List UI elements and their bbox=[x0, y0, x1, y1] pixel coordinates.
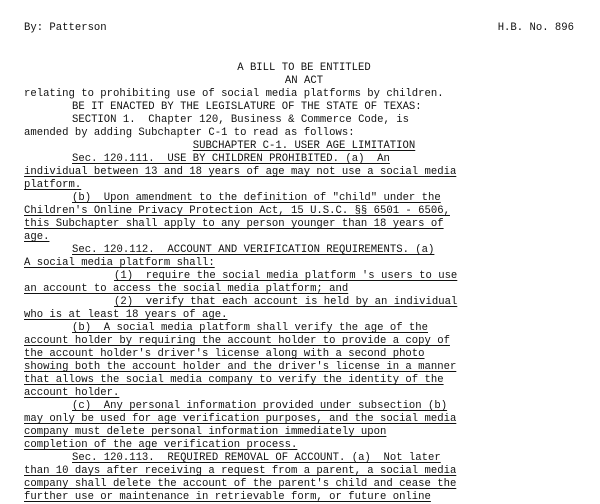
bill-text-line bbox=[24, 413, 584, 426]
bill-text-line bbox=[24, 322, 584, 335]
bill-text-line bbox=[24, 127, 584, 140]
bill-text-line bbox=[24, 244, 584, 257]
bill-text-line bbox=[24, 426, 584, 439]
bill-text-line-content: individual between 13 and 18 years of age may not use a social media bbox=[24, 166, 457, 178]
bill-author: By: Patterson bbox=[24, 22, 107, 34]
bill-text-line-content: SUBCHAPTER C-1. USER AGE LIMITATION bbox=[192, 140, 416, 152]
bill-text-line-content: A BILL TO BE ENTITLED bbox=[237, 62, 371, 74]
bill-text-line bbox=[24, 348, 584, 361]
bill-text-line bbox=[24, 452, 584, 465]
bill-text-line-content: Sec. 120.111. USE BY CHILDREN PROHIBITED. (a) An bbox=[72, 153, 390, 165]
bill-text-line-content: showing both the account holder and the driver's license in a manner bbox=[24, 361, 457, 373]
bill-text-line-content: (1) require the social media platform 's users to use bbox=[114, 270, 458, 282]
bill-text-line bbox=[24, 101, 584, 114]
bill-text-line-content: than 10 days after receiving a request from a parent, a social media bbox=[24, 465, 457, 477]
bill-text-line-content: Sec. 120.112. ACCOUNT AND VERIFICATION REQUIREMENTS. (a) bbox=[72, 244, 435, 256]
bill-text-line bbox=[24, 465, 584, 478]
bill-text-line-content: platform. bbox=[24, 179, 82, 191]
bill-text-line-content: (b) A social media platform shall verify the age of the bbox=[72, 322, 429, 334]
bill-text-line-content: Children's Online Privacy Protection Act, 15 U.S.C. §§ 6501 - 6506, bbox=[24, 205, 450, 217]
bill-text-line bbox=[24, 309, 584, 322]
bill-text-line-content: age. bbox=[24, 231, 50, 243]
bill-text-line-content: account holder. bbox=[24, 387, 120, 399]
bill-text-line bbox=[24, 374, 584, 387]
bill-text-line-content: amended by adding Subchapter C-1 to read as follows: bbox=[24, 127, 355, 139]
bill-text-line-content: SECTION 1. Chapter 120, Business & Commerce Code, is bbox=[72, 114, 409, 126]
bill-text-line-content: further use or maintenance in retrievable form, or future online bbox=[24, 491, 431, 503]
bill-text-line bbox=[24, 335, 584, 348]
bill-text-line-content: an account to access the social media platform; and bbox=[24, 283, 349, 295]
bill-text bbox=[24, 62, 584, 504]
bill-text-line bbox=[24, 387, 584, 400]
bill-text-line-content: completion of the age verification process. bbox=[24, 439, 298, 451]
bill-text-line-content: this Subchapter shall apply to any person younger than 18 years of bbox=[24, 218, 444, 230]
bill-text-line bbox=[24, 439, 584, 452]
bill-text-line bbox=[24, 153, 584, 166]
bill-text-line-content: may only be used for age verification purposes, and the social media bbox=[24, 413, 457, 425]
bill-text-line bbox=[24, 491, 584, 504]
bill-text-line bbox=[24, 140, 584, 153]
bill-text-line-content: Sec. 120.113. REQUIRED REMOVAL OF ACCOUNT. (a) Not later bbox=[72, 452, 441, 464]
document-header bbox=[24, 22, 574, 36]
bill-text-line-content: (c) Any personal information provided under subsection (b) bbox=[72, 400, 448, 412]
bill-text-line-content: (b) Upon amendment to the definition of "child" under the bbox=[72, 192, 441, 204]
bill-text-line-content: A social media platform shall: bbox=[24, 257, 215, 269]
bill-text-line-content: company shall delete the account of the parent's child and cease the bbox=[24, 478, 457, 490]
bill-text-line-content: account holder by requiring the account holder to provide a copy of bbox=[24, 335, 450, 347]
bill-number: H.B. No. 896 bbox=[497, 22, 574, 34]
bill-text-line bbox=[24, 75, 584, 88]
bill-text-line bbox=[24, 218, 584, 231]
bill-text-line-content: company must delete personal information immediately upon bbox=[24, 426, 387, 438]
bill-text-line bbox=[24, 257, 584, 270]
bill-text-line bbox=[24, 361, 584, 374]
bill-text-line bbox=[24, 114, 584, 127]
bill-text-line bbox=[24, 478, 584, 491]
bill-text-line-content: BE IT ENACTED BY THE LEGISLATURE OF THE STATE OF TEXAS: bbox=[72, 101, 422, 113]
bill-text-line-content: the account holder's driver's license along with a second photo bbox=[24, 348, 425, 360]
bill-text-line-content: who is at least 18 years of age. bbox=[24, 309, 228, 321]
bill-text-line-content: (2) verify that each account is held by an individual bbox=[114, 296, 458, 308]
bill-text-line bbox=[24, 231, 584, 244]
bill-text-line-content: that allows the social media company to verify the identity of the bbox=[24, 374, 444, 386]
bill-text-line bbox=[24, 400, 584, 413]
bill-text-line bbox=[24, 166, 584, 179]
bill-text-line bbox=[24, 270, 584, 283]
bill-text-line bbox=[24, 192, 584, 205]
bill-text-line bbox=[24, 283, 584, 296]
bill-text-line-content: relating to prohibiting use of social media platforms by children. bbox=[24, 88, 444, 100]
bill-text-line-content: AN ACT bbox=[284, 75, 324, 87]
bill-text-line bbox=[24, 296, 584, 309]
bill-text-line bbox=[24, 205, 584, 218]
bill-text-line bbox=[24, 179, 584, 192]
bill-text-line bbox=[24, 62, 584, 75]
bill-text-line bbox=[24, 88, 584, 101]
